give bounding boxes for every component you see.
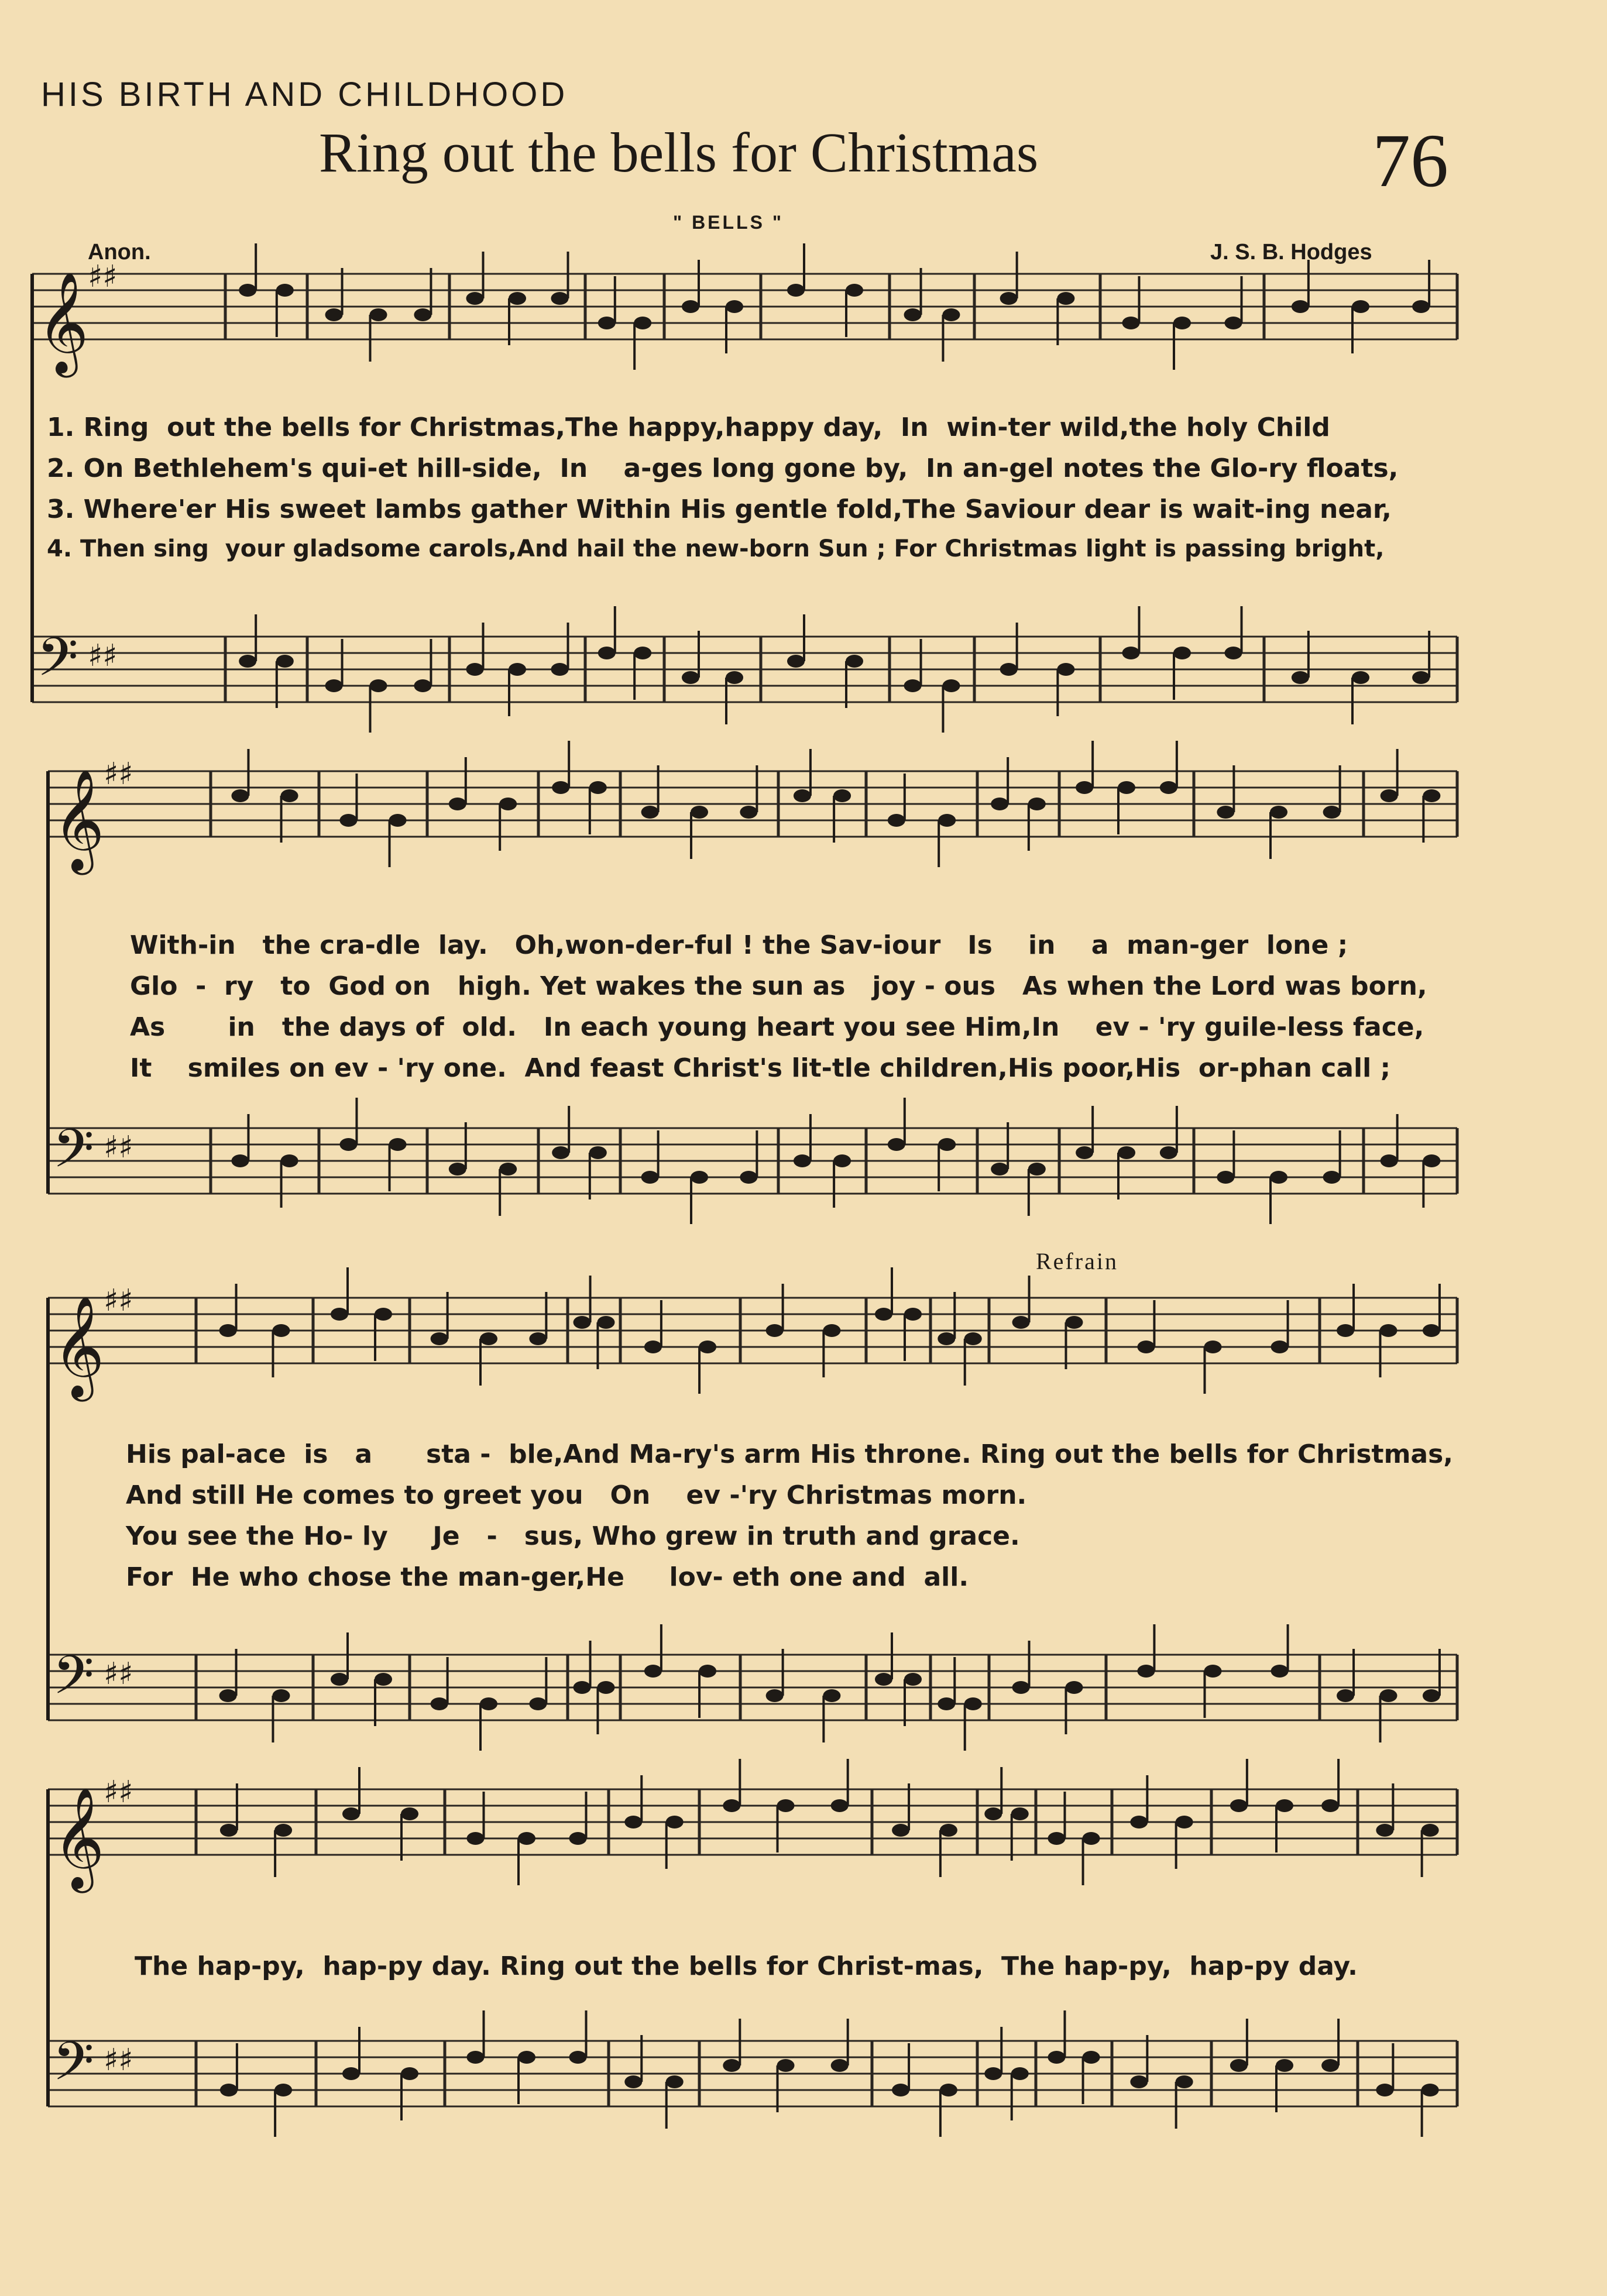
note-head — [1076, 1146, 1093, 1159]
note-head — [1176, 1816, 1193, 1828]
note-head — [1271, 1341, 1289, 1353]
note-head — [389, 814, 407, 827]
note-head — [1323, 806, 1341, 819]
note-head — [794, 789, 811, 802]
note-head — [1225, 647, 1242, 659]
note-head — [904, 1673, 922, 1686]
note-head — [726, 671, 743, 684]
note-head — [699, 1665, 716, 1678]
tune-name: " BELLS " — [673, 212, 784, 233]
note-head — [991, 1163, 1008, 1176]
hymn-number: 76 — [1372, 119, 1448, 203]
note-head — [272, 1689, 290, 1702]
note-head — [1012, 1316, 1030, 1329]
note-head — [938, 1697, 955, 1710]
note-head — [370, 679, 387, 692]
note-head — [846, 284, 863, 297]
lyric-verse-1-line-2: With-in the cra-dle lay. Oh,won-der-ful ! the Sav-iour Is in a man-ger lone ; — [130, 930, 1348, 960]
note-head — [431, 1332, 448, 1345]
note-head — [1011, 1807, 1029, 1820]
note-head — [823, 1689, 840, 1702]
treble-clef-icon: 𝄞 — [53, 1295, 105, 1397]
key-signature-sharp-icon: ♯♯ — [104, 1130, 133, 1165]
note-head — [666, 1816, 684, 1828]
note-head — [331, 1308, 348, 1321]
note-head — [1011, 2067, 1029, 2080]
note-head — [1337, 1689, 1354, 1702]
note-head — [892, 2084, 909, 2096]
note-head — [1204, 1665, 1222, 1678]
note-head — [1130, 2075, 1148, 2088]
note-head — [1057, 663, 1074, 676]
lyric-verse-2-line-3: And still He comes to greet you On ev -'ry Christmas morn. — [126, 1480, 1027, 1510]
note-head — [641, 1171, 659, 1184]
lyric-verse-4-line-3: For He who chose the man-ger,He lov- eth one and all. — [126, 1562, 969, 1592]
note-head — [281, 789, 298, 802]
note-head — [480, 1697, 497, 1710]
note-head — [740, 1171, 757, 1184]
note-head — [831, 2059, 849, 2072]
note-head — [1130, 1816, 1148, 1828]
note-head — [518, 1832, 535, 1845]
note-head — [509, 663, 526, 676]
note-head — [984, 2067, 1002, 2080]
note-head — [1048, 1832, 1065, 1845]
note-head — [1048, 2051, 1065, 2064]
note-head — [220, 2084, 238, 2096]
note-head — [220, 1824, 238, 1837]
lyric-verse-3-line-2: As in the days of old. In each young heart you see Him,In ev - 'ry guile-less face, — [130, 1012, 1424, 1042]
section-heading: HIS BIRTH AND CHILDHOOD — [41, 75, 568, 114]
note-head — [589, 1146, 607, 1159]
note-head — [574, 1316, 591, 1329]
note-head — [1057, 292, 1074, 305]
note-head — [1412, 300, 1430, 313]
note-head — [597, 1316, 614, 1329]
note-head — [1423, 1689, 1440, 1702]
note-head — [1337, 1324, 1354, 1337]
note-head — [1292, 671, 1309, 684]
note-head — [274, 1824, 292, 1837]
note-head — [682, 300, 699, 313]
note-head — [1276, 1799, 1293, 1812]
note-head — [1423, 1154, 1440, 1167]
note-head — [325, 679, 343, 692]
note-head — [641, 806, 659, 819]
note-head — [726, 300, 743, 313]
note-head — [551, 292, 569, 305]
note-head — [466, 292, 484, 305]
note-head — [1173, 647, 1191, 659]
note-head — [414, 679, 431, 692]
bass-clef-icon: 𝄢 — [53, 1644, 94, 1719]
note-head — [666, 2075, 684, 2088]
note-head — [272, 1324, 290, 1337]
note-head — [1230, 2059, 1248, 2072]
note-head — [1000, 663, 1018, 676]
note-head — [942, 679, 960, 692]
note-head — [466, 663, 484, 676]
note-head — [875, 1308, 892, 1321]
note-head — [940, 2084, 957, 2096]
lyric-verse-2-line-2: Glo - ry to God on high. Yet wakes the sun as joy - ous As when the Lord was born, — [130, 971, 1427, 1001]
note-head — [1276, 2059, 1293, 2072]
note-head — [342, 2067, 360, 2080]
note-head — [597, 1681, 614, 1694]
note-head — [1217, 1171, 1234, 1184]
note-head — [239, 655, 256, 668]
note-head — [569, 1832, 587, 1845]
note-head — [691, 1171, 708, 1184]
note-head — [1381, 789, 1398, 802]
note-head — [375, 1673, 392, 1686]
lyric-verse-4-line-2: It smiles on ev - 'ry one. And feast Christ's lit-tle children,His poor,His or-phan call ; — [130, 1053, 1391, 1083]
note-head — [1204, 1341, 1222, 1353]
note-head — [1137, 1665, 1155, 1678]
note-head — [991, 798, 1008, 810]
note-head — [723, 2059, 740, 2072]
author-credit: Anon. — [88, 240, 151, 264]
treble-clef-icon: 𝄞 — [53, 1787, 105, 1889]
key-signature-sharp-icon: ♯♯ — [104, 757, 133, 792]
note-head — [634, 647, 651, 659]
note-head — [480, 1332, 497, 1345]
note-head — [1137, 1341, 1155, 1353]
note-head — [1160, 781, 1177, 794]
note-head — [1352, 300, 1369, 313]
note-head — [1352, 671, 1369, 684]
note-head — [1160, 1146, 1177, 1159]
note-head — [831, 1799, 849, 1812]
note-head — [1000, 292, 1018, 305]
note-head — [938, 814, 956, 827]
lyric-refrain-line: The hap-py, hap-py day. Ring out the bells for Christ-mas, The hap-py, hap-py day. — [135, 1951, 1358, 1981]
note-head — [823, 1324, 840, 1337]
note-head — [389, 1138, 407, 1151]
note-head — [529, 1697, 547, 1710]
note-head — [699, 1341, 716, 1353]
bass-clef-icon: 𝄢 — [53, 2030, 94, 2105]
lyric-verse-4-line-1: 4. Then sing your gladsome carols,And hail the new-born Sun ; For Christmas light is passing bright, — [47, 535, 1385, 562]
note-head — [1118, 1146, 1135, 1159]
note-head — [1028, 798, 1046, 810]
note-head — [777, 1799, 795, 1812]
note-head — [219, 1324, 237, 1337]
note-head — [276, 655, 294, 668]
bass-clef-icon: 𝄢 — [53, 1118, 94, 1192]
note-head — [1321, 2059, 1339, 2072]
note-head — [846, 655, 863, 668]
note-head — [509, 292, 526, 305]
note-head — [1270, 806, 1287, 819]
note-head — [598, 647, 616, 659]
note-head — [1028, 1163, 1046, 1176]
lyric-verse-3-line-1: 3. Where'er His sweet lambs gather Within His gentle fold,The Saviour dear is wait-ing near, — [47, 494, 1392, 524]
note-head — [1225, 317, 1242, 329]
key-signature-sharp-icon: ♯♯ — [104, 1283, 133, 1318]
note-head — [589, 781, 607, 794]
note-head — [777, 2059, 795, 2072]
note-head — [1012, 1681, 1030, 1694]
note-head — [1122, 647, 1140, 659]
note-head — [691, 806, 708, 819]
note-head — [1122, 317, 1140, 329]
note-head — [875, 1673, 892, 1686]
note-head — [1118, 781, 1135, 794]
note-head — [325, 308, 343, 321]
note-head — [766, 1689, 784, 1702]
note-head — [342, 1807, 360, 1820]
note-head — [624, 1816, 642, 1828]
note-head — [499, 1163, 517, 1176]
note-head — [1423, 1324, 1440, 1337]
note-head — [1176, 2075, 1193, 2088]
note-head — [431, 1697, 448, 1710]
note-head — [740, 806, 757, 819]
note-head — [467, 1832, 485, 1845]
note-head — [1321, 1799, 1339, 1812]
lyric-verse-2-line-1: 2. On Bethlehem's qui-et hill-side, In a-ges long gone by, In an-gel notes the Glo-ry floats, — [47, 453, 1399, 483]
note-head — [1380, 1689, 1397, 1702]
note-head — [682, 671, 699, 684]
note-head — [904, 1308, 922, 1321]
note-head — [276, 284, 294, 297]
note-head — [984, 1807, 1002, 1820]
lyric-verse-1-line-1: 1. Ring out the bells for Christmas,The happy,happy day, In win-ter wild,the holy Child — [47, 413, 1330, 442]
note-head — [1270, 1171, 1287, 1184]
note-head — [1173, 317, 1191, 329]
note-head — [1083, 1832, 1100, 1845]
key-signature-sharp-icon: ♯♯ — [88, 259, 118, 294]
note-head — [644, 1341, 662, 1353]
note-head — [281, 1154, 298, 1167]
note-head — [964, 1697, 982, 1710]
note-head — [964, 1332, 982, 1345]
note-head — [1292, 300, 1309, 313]
note-head — [339, 814, 357, 827]
bass-clef-icon: 𝄢 — [37, 626, 78, 701]
note-head — [1065, 1316, 1083, 1329]
note-head — [833, 789, 851, 802]
note-head — [1376, 1824, 1393, 1837]
note-head — [239, 284, 256, 297]
note-head — [574, 1681, 591, 1694]
note-head — [1412, 671, 1430, 684]
note-head — [552, 1146, 569, 1159]
note-head — [1381, 1154, 1398, 1167]
note-head — [624, 2075, 642, 2088]
note-head — [892, 1824, 909, 1837]
note-head — [231, 1154, 249, 1167]
note-head — [274, 2084, 292, 2096]
note-head — [904, 308, 922, 321]
note-head — [518, 2051, 535, 2064]
note-head — [598, 317, 616, 329]
note-head — [401, 1807, 418, 1820]
note-head — [552, 781, 569, 794]
note-head — [1380, 1324, 1397, 1337]
note-head — [231, 789, 249, 802]
note-head — [331, 1673, 348, 1686]
note-head — [942, 308, 960, 321]
treble-clef-icon: 𝄞 — [53, 769, 105, 871]
refrain-label: Refrain — [1036, 1248, 1118, 1274]
treble-clef-icon: 𝄞 — [37, 271, 89, 373]
note-head — [375, 1308, 392, 1321]
note-head — [339, 1138, 357, 1151]
note-head — [401, 2067, 418, 2080]
note-head — [888, 814, 905, 827]
note-head — [1271, 1665, 1289, 1678]
note-head — [1230, 1799, 1248, 1812]
note-head — [794, 1154, 811, 1167]
note-head — [1076, 781, 1093, 794]
note-head — [414, 308, 431, 321]
note-head — [1065, 1681, 1083, 1694]
note-head — [1376, 2084, 1393, 2096]
hymn-title: Ring out the bells for Christmas — [319, 121, 1039, 184]
note-head — [888, 1138, 905, 1151]
key-signature-sharp-icon: ♯♯ — [88, 638, 118, 673]
note-head — [787, 655, 805, 668]
note-head — [938, 1138, 956, 1151]
key-signature-sharp-icon: ♯♯ — [104, 1775, 133, 1810]
note-head — [499, 798, 517, 810]
note-head — [787, 284, 805, 297]
note-head — [551, 663, 569, 676]
note-head — [1421, 2084, 1439, 2096]
note-head — [1083, 2051, 1100, 2064]
note-head — [723, 1799, 740, 1812]
note-head — [634, 317, 651, 329]
note-head — [1423, 789, 1440, 802]
note-head — [467, 2051, 485, 2064]
key-signature-sharp-icon: ♯♯ — [104, 1656, 133, 1692]
note-head — [1421, 1824, 1439, 1837]
lyric-verse-3-line-3: You see the Ho- ly Je - sus, Who grew in truth and grace. — [126, 1521, 1020, 1551]
note-head — [449, 1163, 466, 1176]
note-head — [833, 1154, 851, 1167]
note-head — [938, 1332, 955, 1345]
note-head — [1323, 1171, 1341, 1184]
note-head — [529, 1332, 547, 1345]
note-head — [569, 2051, 587, 2064]
note-head — [766, 1324, 784, 1337]
note-head — [219, 1689, 237, 1702]
note-head — [940, 1824, 957, 1837]
note-head — [644, 1665, 662, 1678]
key-signature-sharp-icon: ♯♯ — [104, 2043, 133, 2078]
composer-credit: J. S. B. Hodges — [1210, 240, 1372, 264]
lyric-verse-1-line-3: His pal-ace is a sta - ble,And Ma-ry's arm His throne. Ring out the bells for Christmas, — [126, 1439, 1454, 1469]
note-head — [1217, 806, 1234, 819]
note-head — [904, 679, 922, 692]
note-head — [449, 798, 466, 810]
note-head — [370, 308, 387, 321]
